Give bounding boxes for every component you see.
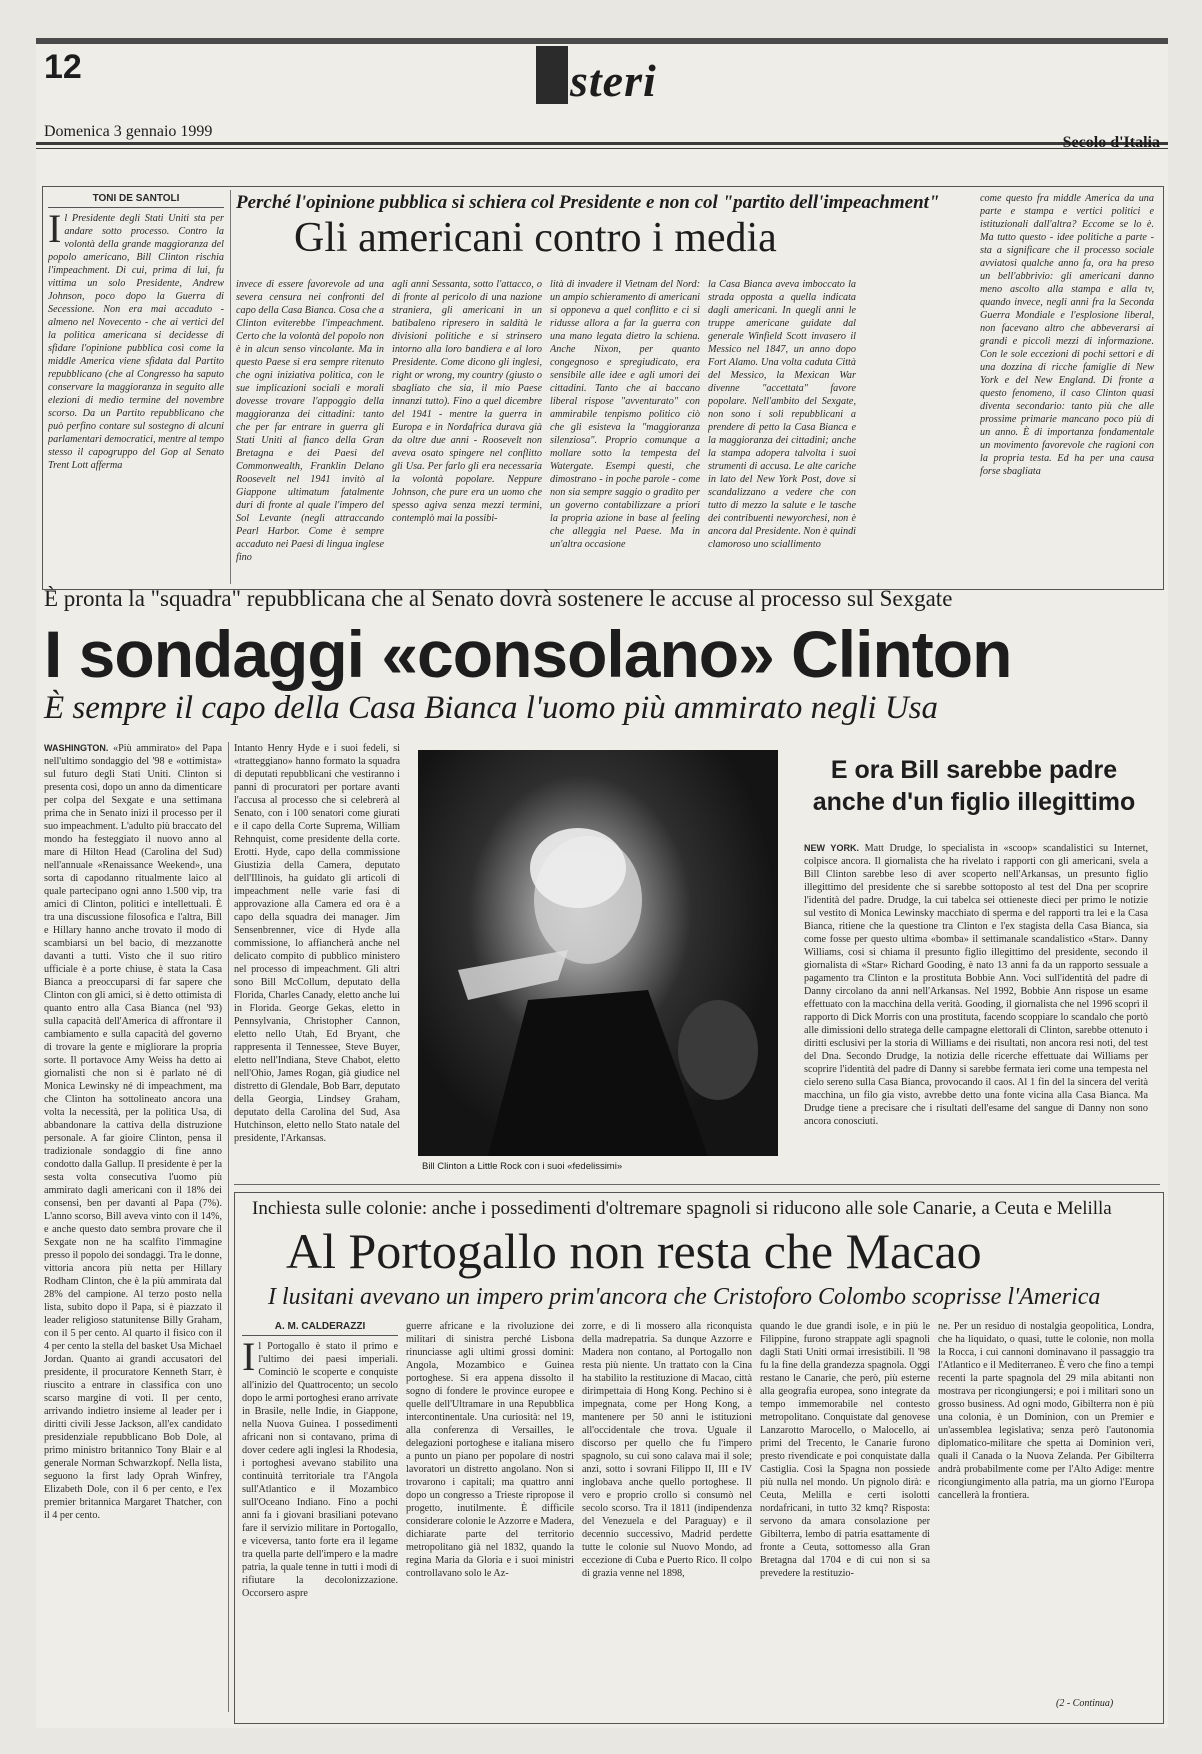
section-title	[536, 46, 657, 126]
masthead-rule-thin	[36, 148, 1168, 149]
photo-caption: Bill Clinton a Little Rock con i suoi «fedelissimi»	[422, 1161, 623, 1172]
story1-column-4	[550, 278, 700, 584]
story1-dropcap: I	[48, 206, 62, 251]
story1-byline: TONI DE SANTOLI	[48, 192, 224, 208]
story1-column-2	[236, 278, 384, 584]
story2-bottom-rule	[234, 1184, 1160, 1185]
section-initial-block	[536, 46, 568, 104]
story1-column-6	[980, 192, 1154, 584]
photo-figure	[418, 750, 778, 1156]
story3-text-col3: zorre, e di lì mossero alla riconquista della madrepatria. Sa dunque Azzorre e Madera non contano, al Portogallo non resta più niente. Un trattato con la Cina ha stabilito la restituzione di Macao, città dirimpettaia di Hong Kong. Pechino si è impegnata, come per Hong Kong, a mantenere per 50 anni le istituzioni all'occidentale che trova. Uguale il discorso per quello che fu l'impero spagnolo, su cui sono calava mai il sole; anzi, sotto i sovrani Filippo II, III e IV inglobava anche quello portoghese. Il vero e proprio crollo si consumò nel secolo scorso. Tra il 1811 (indipendenza del Venezuela e del Paraguay) e il decennio successivo, Madrid perdette tutte le colonie sul Nuovo Mondo, ad eccezione di Cuba e Puerto Rico. Il colpo di grazia venne nel 1898,	[582, 1321, 752, 1579]
masthead-rule	[36, 142, 1168, 145]
story2-divider-1	[228, 742, 229, 1712]
story3-headline: Al Portogallo non resta che Macao	[286, 1223, 982, 1279]
sidebar-text: Matt Drudge, lo specialista in «scoop» scandalistici su Internet, colpisce ancora. Il giornalista che ha rivelato i rapporti con gli americani, svela a Bill Clinton sarebbe leso di aver scoperto nell'Arkansas, un presunto figlio illegittimo del presidente che si sarebbe sottoposto al test del Dna per scoprire l'identità del padre. Drudge, la cui tabelca sei ottieneste dieci per primo le notizie sul vestito di Monica Lewinsky macchiato di sperma e del rapporti tra lei e la Casa Bianca, ritiene che la questione tra Clinton e l'ex stagista della Casa Bianca, sia come fosse per questo ultima «bomba» il settimanale scandalistico «Star». Danny Williams, cosi si chiama il presunto figlio illegittimo del presidente, secondo il giornalista di «Star» Richard Gooding, è nato 13 anni fa da un rapporto sessuale a pagamento tra Clinton e la prostituta Bobbie Ann. Voci sull'identità del padre di Danny circolano da anni nell'Arkansas. Nel 1992, Bobbie Ann rispose un esame effettuato con la macchina della verità. Gooding, il giornalista che nel 1996 scoprì il rapporto di Dick Morris con una prostituta, facendo scoppiare lo scandalo che portò alle dimissioni dello stratega delle campagne elettorali di Clinton, sarebbe ottenuto i diritti esclusivi per la storia di Williams e dei risultati, non ancora resi noti, del test del Dna. Secondo Drudge, la notizia delle ricerche effettuate dai Williams per scoprire l'identità del padre di Danny si sarebbe fermata ieri come una tempesta nel cielo sereno sulla Casa Bianca, provocando il caos. Al 1 fin del la sincera del verità macchina, un filo gia visto, avrebbe detto una fonte vicina alla Casa Bianca. Ma Drudge tiene a precisare che i risultati dell'esame del sangue di Danny non sono ancora conosciuti.	[804, 843, 1148, 1127]
story2-kicker: È pronta la "squadra" repubblicana che al Senato dovrà sostenere le accuse al processo sul Sexgate	[44, 586, 953, 611]
section-name: steri	[570, 55, 657, 106]
newspaper-name: Secolo d'Italia	[1062, 134, 1160, 151]
issue-date: Domenica 3 gennaio 1999	[44, 123, 213, 140]
story3-text-col5: ne. Per un residuo di nostalgia geopolitica, Londra, che ha liquidato, o quasi, tutte le colonie, non molla la Rocca, i cui cannoni dominavano il passaggio tra l'Atlantico e il Mediterraneo. È vero che fino a tempi recenti la parte spagnola del 29 mila abitanti non mostrava per ricongiungersi; e poi i militari sono un grosso business. Ad ogni modo, Gibilterra non è più una colonia, è un Dominion, con un Premier e un'assemblea legislativa; senza però l'autonomia diplomatico-militare che spetta ai Dominion veri, quali il Canada o la Nuova Zelanda. Per Gibilterra andrà probabilmente come per l'Alto Adige: mentre ricongiungimento alla patria, ma un giorno l'Europa cancellerà la frontiera.	[938, 1321, 1154, 1501]
story3-column-2	[406, 1320, 574, 1710]
page-number: 12	[44, 48, 82, 86]
story3-column-3	[582, 1320, 752, 1710]
story2-deck: È sempre il capo della Casa Bianca l'uomo più ammirato negli Usa	[44, 690, 939, 726]
story1-kicker: Perché l'opinione pubblica si schiera col Presidente e non col "partito dell'impeachment"	[236, 192, 940, 213]
story1-text-col1: l Presidente degli Stati Uniti sta per andare sotto processo. Contro la volontà della grande maggioranza del popolo americano, Bill Clinton rischia l'impeachment. Di cui, prima di lui, fu vittima un solo Presidente, Andrew Johnson, poco dopo la Guerra di Secessione. Non era mai accaduto - almeno nel Novecento - che ai vertici del la politica americana si decidesse di sfidare l'opinione pubblica così come la middle America viene sfidata dal Partito repubblicano (che al Congresso ha saputo conservare la maggioranza in seguito alle elezioni di medio termine del novembre scorso. Da un Partito repubblicano che può perfino contare sul sostegno di alcuni parlamentari democratici, mentre al tempo stesso il capogruppo del Gop al Senato Trent Lott afferma	[48, 213, 224, 471]
story3-column-1	[242, 1320, 398, 1710]
story2-headline: I sondaggi «consolano» Clinton	[44, 617, 1012, 691]
clinton-photo	[418, 750, 778, 1156]
story2-dateline: WASHINGTON.	[44, 743, 109, 753]
story2-text-col1: «Più ammirato» del Papa nell'ultimo sondaggio del '98 e «ottimista» sul futuro degli Stati Uniti. Clinton si presenta così, dopo un anno da dimenticare per colpa del Sexgate e una settimana prima che in Senato inizi il processo per il suo impeachment. L'adulto più braccato del mondo ha festeggiato il nuovo anno al mare di Hilton Head (Carolina del Sud) nell'annuale «Renaissance Weekend», una sorta di capodanno ritualmente laico al quale partecipano ogni anno 1.500 vip, tra amici di Clinton, politici e intellettuali. È tra una discussione filosofica e l'altra, Bill e Hillary hanno anche trovato il modo di scambiarsi un bel bacio, di mezzanotte davanti a tutti. Visto che il suo ritiro ufficiale è a porte chiuse, è stata la Casa Bianca a preoccuparsi di far sapere che Clinton con gli amici, si è detto ottimista di quanto entro alla Casa Bianca (nel '93) sulla capacità dell'America di affrontare il cambiamento e sulla capacità del governo di trovare la gente e migliorare la propria sorte. Il portavoce Amy Weiss ha detto ai giornalisti che non si è parlato né di Monica Lewinsky né di impeachment, ma che Clinton ha sottolineato ancora una volta la necessità, per la politica Usa, di abbandonare la cattiva della distruzione personale. A far gioire Clinton, pensa il tradizionale sondaggio di fine anno condotto dalla Gallup. Il presidente è per la sesta volta consecutiva l'uomo più ammirato dagli americani con il 18% dei consensi, ben per davanti al Papa (7%). L'anno scorso, Bill aveva vinto con il 14%, e anche questo dato sembra provare che il Sexgate non ne ha scalfito l'immagine presso il popolo dei sondaggi. Tra le donne, vittoria ancora più netta per Hillary Rodham Clinton, che è la più ammirata dal 28% del campione. Al terzo posto nella lista, subito dopo il Papa, si è piazzato il leader religioso statunitense Billy Graham, con il 5 per cento. Al quarto il fisico con il 4 per cento la stella del basket Usa Michael Jordan. Quanto ai grandi accusatori del presidente, il procuratore Kenneth Starr, è riuscito a entrare in classifica con uno scarso margine di voti. Il per cento, arrivando indietro insieme al leader per i diritti civili Jesse Jackson, all'ex candidato presidenziale repubblicano Bob Dole, al primo ministro britannico Tony Blair e al generale Norman Schwarzkopf. Nella lista, seguono la first lady Oprah Winfrey, Elizabeth Dole, con il 6 per cento, e l'ex premier britannica Margaret Thatcher, con il 4 per cento.	[44, 743, 222, 1521]
story2-column-1	[44, 742, 222, 1714]
sidebar-body	[804, 842, 1148, 1162]
story1-text-col5: la Casa Bianca aveva imboccato la strada opposta a quella indicata dagli americani. In quegli anni le truppe americane guidate dal generale Winfield Scott invasero il Messico nel 1847, un anno dopo Fort Alamo. Una volta caduta Città del Messico, la Mexican War divenne "accettata" favore popolare. Nell'ambito del Sexgate, non sono i soli repubblicani a prendere di petto la Casa Bianca e la maggioranza dei cittadini; anche la stampa adopera talvolta i suoi strumenti di accusa. Le alte cariche in lato del New York Post, dove si scandalizzano a vedere che con tutto di mezzo la salute e le tasche dei contribuenti newyorchesi, non è ancora dal Presidente. Non è quindi clamoroso uno sciallimento	[708, 279, 856, 550]
story1-text-col3: agli anni Sessanta, sotto l'attacco, o di fronte al pericolo di una nazione straniera, gli americani in un batibaleno ripresero in saldità le divisioni politiche e si strinsero intorno alla loro bandiera e al loro Presidente. Come dicono gli inglesi, right or wrong, my country (giusto o sbagliato che sia, il mio Paese innanzi tutto). Fino a quel dicembre del 1941 - mentre la guerra in Europa e in Nordafrica durava già da oltre due anni - Roosevelt non aveva osato spingere nel conflitto gli Usa. Per farlo gli era necessaria la volontà popolare. Neppure Johnson, che pure era un uomo che spesso agiva senza mezzi termini, contemplò mai la possibi-	[392, 279, 542, 524]
story3-text-col4: quando le due grandi isole, e in più le Filippine, furono strappate agli spagnoli dagli Stati Uniti ormai irresistibili. Il '98 fu la fine della grandezza spagnola. Oggi restano le Canarie, che però, più esterne alla geografia europea, sono integrate da tempo immemorabile nel contesto metropolitano. Conquistate dal genovese Lanzarotto Marocello, o Malocello, ai primi del Trecento, le Canarie furono presto rivendicate e poi conquistate dalla Castiglia. Così la Spagna non possiede più nulla nel mondo. Un pignolo dirà: e Ceuta, Melilla e certi isolotti nordafricani, in tutto 32 kmq? Risposta: servono da amara consolazione per Gibilterra, lembo di patria esattamente di fronte a Ceuta, sottomesso alla Gran Bretagna dal 1704 e di cui non si sa prevedere la restituzio-	[760, 1321, 930, 1579]
story1-text-col6: come questo fra middle America da una parte e stampa e vertici politici e istituzionali dall'altra? Eccome se lo è. Ma tutto questo - idee politiche a parte - sta a significare che il processo sociale avviatosi qualche anno fa, ora ha preso un bell'abbrivio: gli americani danno meno ascolto alla stampa e alla tv, quando invece, negli anni fra la Seconda Guerra Mondiale e l'esplosione liberal, non facevano altro che abbeverarsi ai grandi e piccoli mezzi di informazione. Con le sole eccezioni di pochi settori e di una dozzina di ricche famiglie di New York e del New England. Di fronte a questo fenomeno, il caso Clinton quasi diventa secondario: tanto più che alle prossime primarie mancano poco più di un anno. È di importanza fondamentale un movimento favorevole che ragioni con la propria testa. Ed ha per una causa forse sbagliata	[980, 193, 1154, 477]
story3-dropcap: I	[242, 1334, 256, 1379]
story1-text-col2: invece di essere favorevole ad una severa censura nei confronti del capo della Casa Bianca. Cosa che a Clinton eviterebbe l'impeachment. Certo che la volontà del popolo non è in alcun senso vincolante. Ma in questo Paese si era sempre ritenuto che ogni iniziativa politica, con le sue implicazioni sociali e morali dovesse trovare l'appoggio della maggioranza dei cittadini: tanto che per far entrare in guerra gli Stati Uniti al fianco della Gran Bretagna e dei Paesi del Commonwealth, Franklin Delano Roosevelt nel 1941 invitò al Giappone ultimatum fatalmente duri di fronte al quale l'impero del Sol Levante (negli attraccando Pearl Harbor. Come è sempre accaduto nei Paesi di lingua inglese fino	[236, 279, 384, 563]
sidebar-headline: E ora Bill sarebbe padre anche d'un figlio illegittimo	[812, 756, 1136, 816]
newspaper-page	[36, 38, 1168, 1728]
story3-kicker: Inchiesta sulle colonie: anche i possedimenti d'oltremare spagnoli si riducono alle sole Canarie, a Ceuta e Melilla	[252, 1198, 1112, 1219]
story3-text-col1: l Portogallo è stato il primo e l'ultimo dei paesi imperiali. Cominciò le scoperte e conquiste all'inizio del Quattrocento; un secolo dopo le armi portoghesi erano arrivate in Brasile, nelle Indie, in Giappone, nella Nuova Guinea. I possedimenti africani non si contavano, prima di dover cedere agli inglesi la Rhodesia, i portoghesi avevano stabilito una continuità territoriale tra l'Angola sull'Atlantico e il Mozambico sull'Oceano Indiano. Fino a pochi anni fa i giovani brasiliani potevano fare il servizio militare in Portogallo, e viceversa, tanto forte era il legame tra quella parte dell'impero e la madre patria, la quale tenne in tutti i modi di rifiutare la decolonizzazione. Occorsero aspre	[242, 1341, 398, 1599]
story1-text-col4: lità di invadere il Vietnam del Nord: un ampio schieramento di americani si opponeva a quel conflitto e ci si ridusse allora a far la guerra con una mano legata dietro la schiena. Anche Nixon, per quanto congegnoso e spregiudicato, era sensibile alle idee e agli umori dei cittadini. Tanto che ai baccano liberal rispose "avventurato" con ammirabile tenpismo politico ciò che gli esisteva la "maggioranza silenziosa". Proprio comunque a mollare sotto la tempesta del Watergate. Esempi questi, che dimostrano - in poche parole - come non sia sempre saggio o gradito per un governo contabilizzare a priori la propria azione in base al feeling che alleggia nel Paese. Ma in un'altra occasione	[550, 279, 700, 550]
story2-column-2	[234, 742, 400, 1208]
story1-column-3	[392, 278, 542, 584]
story3-column-4	[760, 1320, 930, 1710]
continued-note: (2 - Continua)	[1056, 1698, 1114, 1709]
top-rule	[36, 38, 1168, 44]
story2-text-col2: Intanto Henry Hyde e i suoi fedeli, si «tratteggiano» hanno formato la squadra di deputati repubblicani che vestiranno i panni di procuratori per portare avanti l'accusa al processo che si celebrerà al Senato, con i 100 senatori come giurati e il capo della Corte Suprema, William Rehnquist, come presidente della corte. Erotti. Hyde, capo della commissione Giustizia della Camera, deputato dell'Illinois, ha guidato gli articoli di impeachment nelle varie fasi di approvazione alla Camera ed ora è a capo della squadra dei manager. Jim Sensenbrenner, vice di Hyde alla commissione, lo affiancherà anche nel delicato compito di pubblico ministero nel processo di impeachment. Gli altri sono Bill McCollum, deputato della Florida, Charles Canady, eletto anche lui in Florida. George Gekas, eletto in Pennsylvania, Christopher Cannon, eletto nello Utah, Ed Bryant, che rappresenta il Tennessee, Steve Buyer, eletto nell'Indiana, Steve Chabot, eletto nell'Ohio, James Rogan, già giudice nel distretto di Glendale, Bob Barr, deputato della Georgia, Lindsey Graham, deputato della Carolina del Sud, Asa Hutchinson, eletto nello Stato natale del presidente, l'Arkansas.	[234, 743, 400, 1144]
story3-byline: A. M. CALDERAZZI	[242, 1320, 398, 1336]
story3-text-col2: guerre africane e la rivoluzione dei militari di sinistra perché Lisbona rinunciasse agli ultimi grossi domini: Angola, Mozambico e Guinea portoghese. Si era appena dissolto il sogno di fondere le province europee e quelle dell'Ultramare in una Repubblica intercontinentale. Una curiosità: nel 19, alla conferenza di Versailles, le delegazioni portoghese e italiana misero a punto un piano per popolare di nostri lavoratori un distretto angolano. Non si trovarono i capitali; ma quattro anni dopo un congresso a Trieste ripropose il progetto, inutilmente. È difficile considerare colonie le Azzorre e Madera, dichiarate parte del territorio metropolitano già nel 1832, quando la regina Maria da Gloria e i suoi ministri controllavano solo le Az-	[406, 1321, 574, 1579]
story1-column-5	[708, 278, 856, 584]
sidebar-dateline: NEW YORK.	[804, 843, 859, 853]
story1-divider	[230, 190, 231, 584]
story1-headline: Gli americani contro i media	[294, 215, 777, 261]
story3-column-5	[938, 1320, 1154, 1694]
story1-column-1	[48, 192, 224, 582]
story3-deck: I lusitani avevano un impero prim'ancora che Cristoforo Colombo scoprisse l'America	[268, 1284, 1101, 1310]
